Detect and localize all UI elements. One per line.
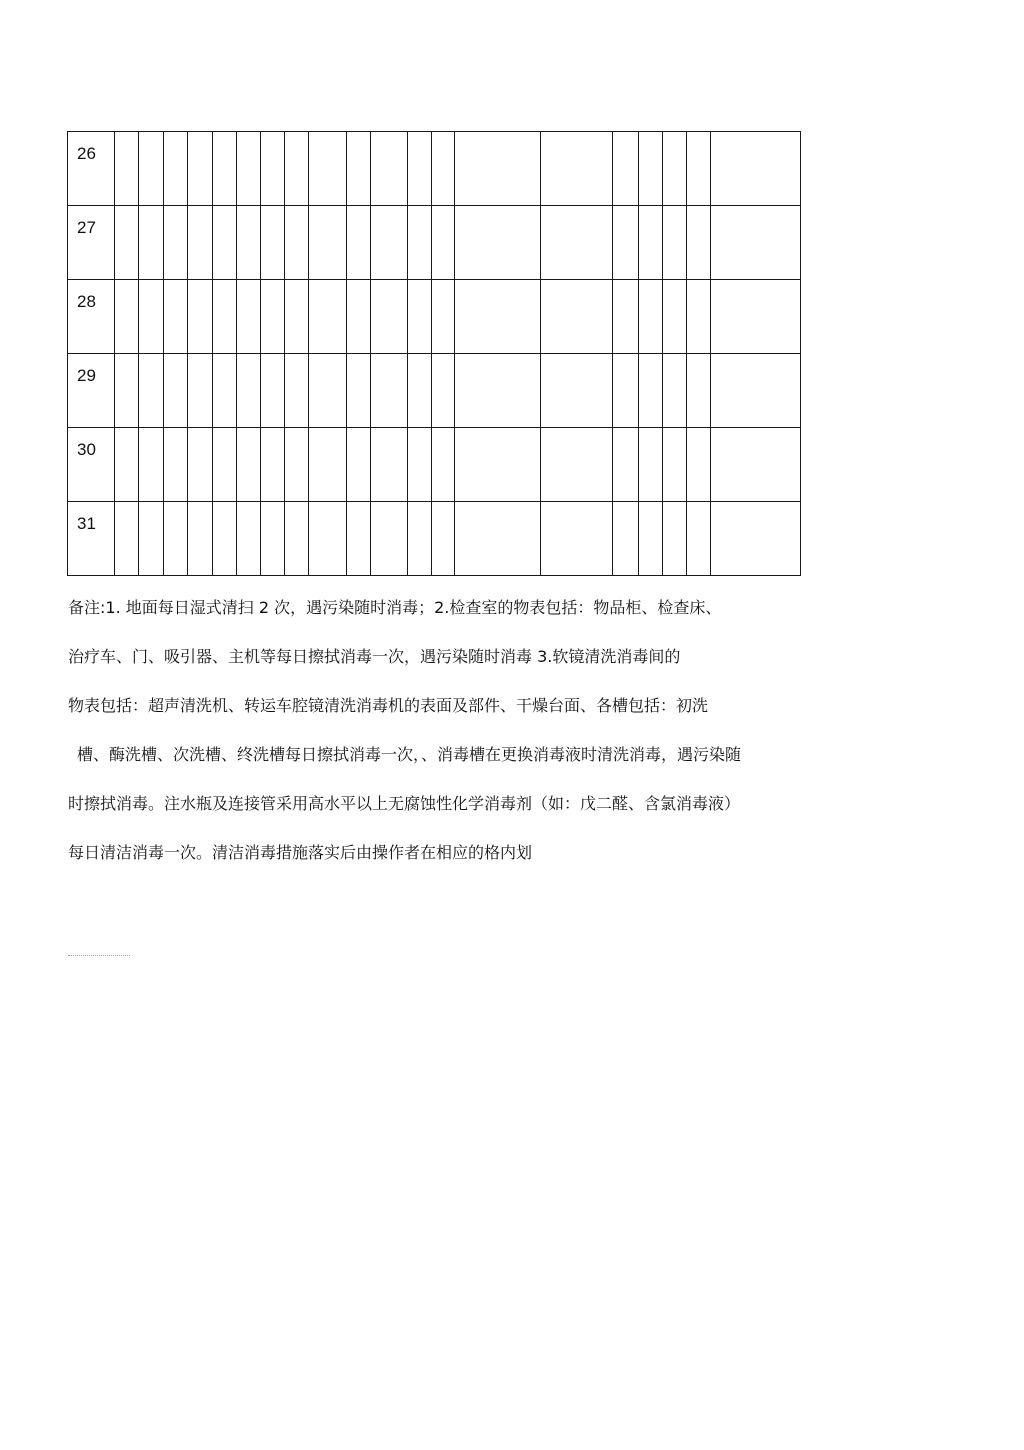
check-cell (371, 206, 408, 280)
dotted-divider (68, 955, 130, 956)
check-cell (213, 502, 237, 576)
check-cell (309, 428, 347, 502)
check-cell (285, 428, 309, 502)
check-cell (213, 428, 237, 502)
check-cell (309, 206, 347, 280)
check-cell (432, 428, 455, 502)
check-cell (541, 354, 613, 428)
check-cell (139, 428, 164, 502)
check-cell (213, 280, 237, 354)
check-cell (371, 502, 408, 576)
remark-line: 槽、酶洗槽、次洗槽、终洗槽每日擦拭消毒一次，、消毒槽在更换消毒液时清洗消毒，遇污染随 (77, 745, 742, 764)
check-cell (139, 132, 164, 206)
day-number-cell: 29 (68, 354, 115, 428)
check-cell (237, 206, 261, 280)
check-cell (188, 354, 213, 428)
check-cell (237, 428, 261, 502)
check-cell (309, 132, 347, 206)
check-cell (237, 280, 261, 354)
day-number-cell: 28 (68, 280, 115, 354)
day-number-cell: 31 (68, 502, 115, 576)
check-cell (371, 354, 408, 428)
check-cell (237, 502, 261, 576)
remark-line: 物表包括：超声清洗机、转运车腔镜清洗消毒机的表面及部件、干燥台面、各槽包括：初洗 (68, 696, 709, 715)
check-cell (663, 428, 687, 502)
check-cell (115, 132, 139, 206)
check-cell (347, 354, 371, 428)
check-cell (237, 354, 261, 428)
remarks-block (68, 594, 928, 888)
remark-line: 治疗车、门、吸引器、主机等每日擦拭消毒一次，遇污染随时消毒 3.软镜清洗消毒间的 (68, 647, 681, 666)
check-cell (347, 206, 371, 280)
check-cell (711, 132, 801, 206)
check-cell (639, 354, 663, 428)
check-cell (432, 354, 455, 428)
check-cell (541, 206, 613, 280)
check-cell (711, 428, 801, 502)
check-cell (115, 354, 139, 428)
check-cell (711, 280, 801, 354)
table-row (68, 502, 801, 576)
check-cell (188, 280, 213, 354)
table-row (68, 280, 801, 354)
check-cell (613, 354, 639, 428)
check-cell (285, 502, 309, 576)
check-cell (115, 502, 139, 576)
check-cell (663, 280, 687, 354)
check-cell (188, 502, 213, 576)
check-cell (455, 280, 541, 354)
check-cell (115, 428, 139, 502)
check-cell (261, 502, 285, 576)
check-cell (408, 354, 432, 428)
check-cell (663, 502, 687, 576)
check-cell (347, 132, 371, 206)
check-cell (541, 428, 613, 502)
check-cell (639, 280, 663, 354)
check-cell (541, 502, 613, 576)
check-cell (687, 502, 711, 576)
check-cell (285, 280, 309, 354)
check-cell (285, 206, 309, 280)
check-cell (408, 428, 432, 502)
check-cell (285, 132, 309, 206)
check-cell (164, 206, 188, 280)
check-cell (371, 428, 408, 502)
check-cell (285, 354, 309, 428)
check-cell (408, 132, 432, 206)
check-cell (213, 354, 237, 428)
check-cell (347, 280, 371, 354)
check-cell (139, 206, 164, 280)
check-cell (687, 206, 711, 280)
check-cell (371, 280, 408, 354)
check-cell (164, 280, 188, 354)
check-cell (188, 428, 213, 502)
check-cell (139, 354, 164, 428)
check-cell (164, 502, 188, 576)
check-cell (687, 428, 711, 502)
remark-line: 每日清洁消毒一次。清洁消毒措施落实后由操作者在相应的格内划 (68, 843, 533, 862)
check-cell (432, 132, 455, 206)
check-cell (613, 206, 639, 280)
table-row (68, 132, 801, 206)
check-cell (261, 354, 285, 428)
check-cell (371, 132, 408, 206)
check-cell (663, 206, 687, 280)
check-cell (455, 206, 541, 280)
check-cell (139, 280, 164, 354)
check-cell (711, 354, 801, 428)
check-cell (432, 206, 455, 280)
check-cell (613, 132, 639, 206)
table-row (68, 206, 801, 280)
check-cell (432, 502, 455, 576)
check-cell (213, 132, 237, 206)
check-cell (639, 428, 663, 502)
check-cell (541, 280, 613, 354)
check-cell (687, 354, 711, 428)
check-cell (188, 206, 213, 280)
cleaning-log-table (67, 131, 801, 576)
check-cell (663, 132, 687, 206)
check-cell (639, 206, 663, 280)
check-cell (408, 502, 432, 576)
check-cell (613, 280, 639, 354)
check-cell (261, 428, 285, 502)
check-cell (639, 502, 663, 576)
check-cell (711, 502, 801, 576)
day-number-cell: 27 (68, 206, 115, 280)
check-cell (164, 132, 188, 206)
check-cell (309, 502, 347, 576)
check-cell (347, 428, 371, 502)
remark-line: 备注:1. 地面每日湿式清扫 2 次，遇污染随时消毒；2.检查室的物表包括：物品柜、检查床、 (68, 598, 722, 617)
check-cell (261, 280, 285, 354)
table-row (68, 428, 801, 502)
check-cell (663, 354, 687, 428)
check-cell (639, 132, 663, 206)
check-cell (115, 280, 139, 354)
check-cell (164, 428, 188, 502)
check-cell (432, 280, 455, 354)
check-cell (261, 132, 285, 206)
check-cell (455, 132, 541, 206)
check-cell (408, 280, 432, 354)
day-number-cell: 30 (68, 428, 115, 502)
check-cell (213, 206, 237, 280)
table-row (68, 354, 801, 428)
check-cell (455, 502, 541, 576)
check-cell (455, 354, 541, 428)
check-cell (408, 206, 432, 280)
check-cell (711, 206, 801, 280)
check-cell (347, 502, 371, 576)
day-number-cell: 26 (68, 132, 115, 206)
check-cell (261, 206, 285, 280)
check-cell (541, 132, 613, 206)
remark-line: 时擦拭消毒。注水瓶及连接管采用高水平以上无腐蚀性化学消毒剂（如：戊二醛、含氯消毒液） (68, 794, 741, 813)
check-cell (309, 280, 347, 354)
check-cell (237, 132, 261, 206)
check-cell (687, 280, 711, 354)
check-cell (309, 354, 347, 428)
check-cell (139, 502, 164, 576)
check-cell (164, 354, 188, 428)
check-cell (115, 206, 139, 280)
check-cell (613, 428, 639, 502)
check-cell (687, 132, 711, 206)
check-cell (188, 132, 213, 206)
check-cell (455, 428, 541, 502)
check-cell (613, 502, 639, 576)
